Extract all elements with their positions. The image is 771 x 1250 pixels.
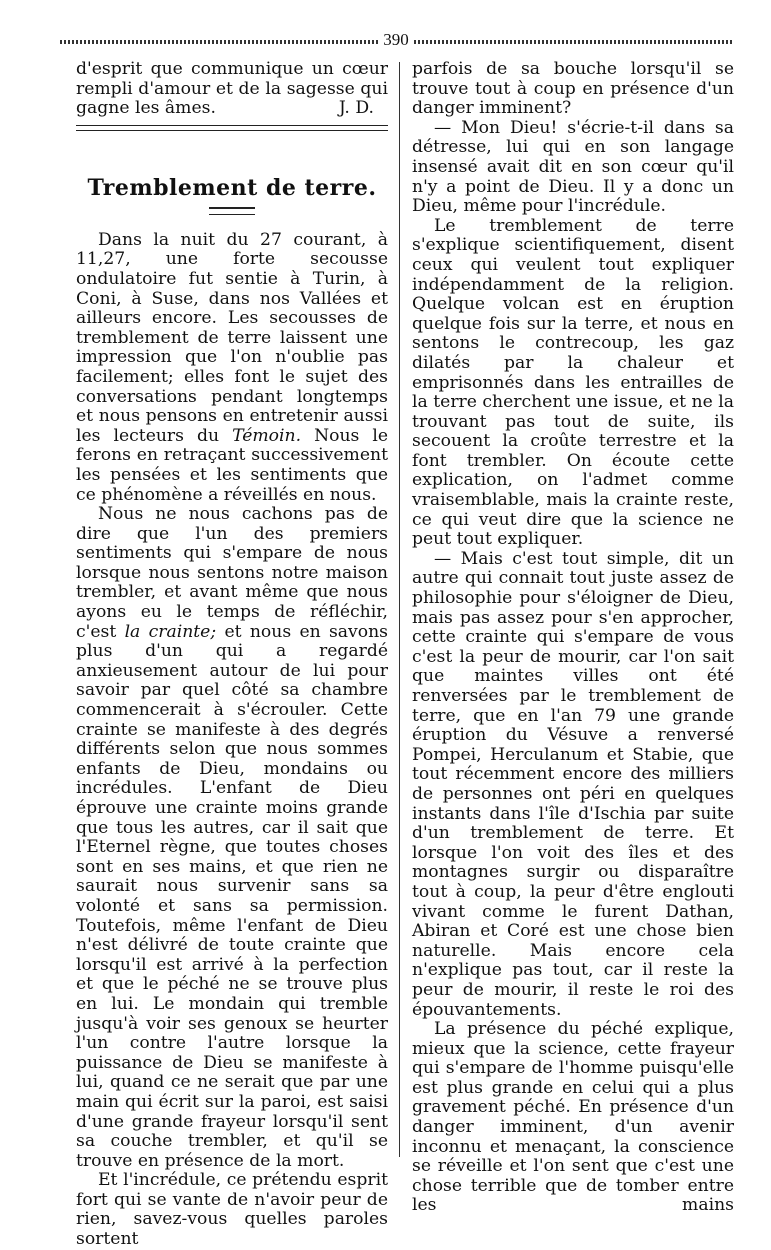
column-divider (399, 62, 400, 1157)
left-column (76, 60, 388, 1250)
section-separator (76, 125, 388, 131)
article-paragraph (76, 505, 388, 1171)
article-paragraph: — Mais c'est tout simple, dit un autre qui connait tout juste assez de philosophie pour s'éloigner de Dieu, mais pas assez pour s'en approcher, cette crainte qui s'empare de vous c'est la peur de mourir, car l'on sait que maintes villes ont été renversées par le tremblement de terre, que en l'an 79 une grande éruption du Vésuve a renversé Pompei, Herculanum et Stabie, que tout récemment encore des milliers de personnes ont péri en quelques instants dans l'île d'Ischia par suite d'un tremblement de terre. Et lorsque l'on voit des îles et des montagnes surgir ou disparaître tout à coup, la peur d'être englouti vivant comme le furent Dathan, Abiran et Coré est une chose bien naturelle. Mais encore cela n'explique pas tout, car il reste la peur de mourir, il reste le roi des épouvantements. (412, 548, 734, 1020)
article-paragraph: Le tremblement de terre s'explique scientifiquement, disent ceux qui veulent tout expliquer indépendamment de la religion. Quelque volcan est en éruption quelque fois sur la terre, et nous en sentons le contrecoup, les gaz dilatés par la chaleur et emprisonnés dans les entrailles de la terre cherchent une issue, et ne la trouvant pas tout de suite, ils secouent la croûte terrestre et la font trembler. On écoute cette explication, on l'admet comme vraisemblable, mais la crainte reste, ce qui veut dire que la science ne peut tout expliquer. (412, 215, 734, 550)
title-ornament (209, 207, 255, 215)
article-title: Tremblement de terre. (87, 174, 377, 201)
paragraph-text: Nous le ferons en retraçant successivement les pensées et les sentiments que ce phénomène a réveillés en nous. (76, 425, 389, 505)
header-ornament-right (414, 40, 732, 44)
article-paragraph (76, 231, 388, 505)
article-paragraph: — Mon Dieu! s'écrie-t-il dans sa détresse, lui qui en son langage insensé avait dit en son cœur qu'il n'y a point de Dieu. Il y a donc un Dieu, même pour l'incrédule. (412, 117, 734, 217)
carryover-closing (76, 99, 388, 119)
paragraph-text: Dans la nuit du 27 courant, à 11,27, une forte secousse ondulatoire fut sentie à Turin, à Coni, à Suse, dans nos Vallées et ailleurs encore. Les secousses de tremblement de terre laissent une impression que l'on n'oublie pas facilement; elles font le sujet des conversations pendant longtemps et nous pensons en entretenir aussi les lecteurs du (76, 229, 388, 446)
header-ornament-left (60, 40, 378, 44)
carryover-line: d'esprit que communique un cœur (76, 59, 388, 79)
article-paragraph: Et l'incrédule, ce prétendu esprit fort qui se vante de n'avoir peur de rien, savez-vous quelles paroles sortent (76, 1170, 388, 1250)
article-paragraph: parfois de sa bouche lorsqu'il se trouve tout à coup en présence d'un danger imminent? (412, 59, 734, 119)
page-header (60, 30, 732, 54)
paragraph-text: et nous en savons plus d'un qui a regardé anxieusement autour de lui pour savoir par quel côté sa chambre commencerait à s'écrouler. Cette crainte se manifeste à des degrés différents selon que nous sommes enfants de Dieu, mondains ou incrédules. L'enfant de Dieu éprouve une crainte moins grande que tous les autres, car il sait que l'Eternel règne, que toutes choses sont en ses mains, et que rien ne saurait nous survenir sans sa volonté et sans sa permission. Toutefois, même l'enfant de Dieu n'est délivré de toute crainte que lorsqu'il est arrivé à la perfection et que le péché ne se trouve plus en lui. Le mondain qui tremble jusqu'à voir ses genoux se heurter l'un contre l'autre lorsque la puissance de Dieu se manifeste à lui, quand ce ne serait que par une main qui écrit sur la paroi, est saisi d'une grande frayeur lorsqu'il sent sa couche trembler, et qu'il se trouve en présence de la mort. (76, 621, 389, 1171)
page-number: 390 (383, 30, 409, 49)
carryover-line: rempli d'amour et de la sagesse qui (76, 78, 388, 99)
newspaper-name: Témoin. (232, 425, 302, 446)
carryover-last-line: gagne les âmes. (76, 98, 216, 119)
article-paragraph: La présence du péché explique, mieux que la science, cette frayeur qui s'empare de l'homme puisqu'elle est plus grande en celui qui a plus gravement péché. En présence d'un danger imminent, d'un avenir inconnu et menaçant, la conscience se réveille et l'on sent que c'est une chose terrible que de tomber entre les mains (412, 1019, 734, 1216)
paragraph-text: Nous ne nous cachons pas de dire que l'un des premiers sentiments qui s'empare de nous lorsque nous sentons notre maison trembler, et avant même que nous ayons eu le temps de réfléchir, c'est (76, 504, 388, 642)
author-signature: J. D. (338, 98, 374, 119)
right-column (412, 60, 734, 1216)
emphasis-text: la crainte; (124, 621, 217, 642)
